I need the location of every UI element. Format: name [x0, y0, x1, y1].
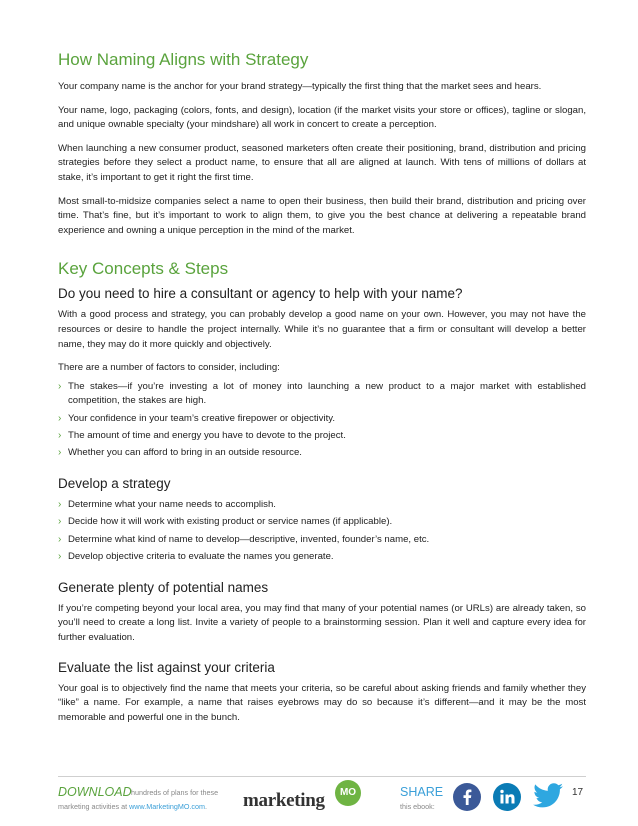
logo-wordmark: marketing — [243, 790, 325, 811]
paragraph: There are a number of factors to consider, including: — [58, 362, 280, 374]
list-item: › The amount of time and energy you have to devote to the project. — [58, 429, 586, 444]
facebook-icon[interactable] — [452, 782, 482, 812]
download-label[interactable]: DOWNLOAD — [58, 785, 132, 799]
footer — [0, 776, 638, 826]
page-number: 17 — [572, 787, 584, 798]
marketingmo-logo[interactable] — [243, 784, 373, 810]
chevron-right-icon: › — [58, 533, 62, 545]
footer-divider — [58, 776, 586, 777]
download-text-line2: marketing activities at www.MarketingMO.com. — [58, 802, 207, 811]
download-text: hundreds of plans for these — [131, 788, 219, 797]
list-item: › Your confidence in your team’s creative firepower or objectivity. — [58, 412, 586, 427]
linkedin-icon[interactable] — [492, 782, 522, 812]
paragraph: When launching a new consumer product, seasoned marketers often create their positioning, brand, distribution and pricing strategies before they select a product name, to ensure that all are aligned at launch. With tens of millions of dollars at stake, it’s important to get it right the first time. — [58, 142, 586, 183]
subheading-develop-strategy: Develop a strategy — [58, 476, 171, 492]
chevron-right-icon: › — [58, 551, 62, 563]
list-item: › The stakes—if you’re investing a lot of money into launching a new product to a major market with established competition, the stakes are high. — [58, 380, 586, 407]
chevron-right-icon: › — [58, 380, 62, 392]
list-item: › Determine what kind of name to develop—descriptive, invented, founder’s name, etc. — [58, 533, 586, 548]
list-item: › Decide how it will work with existing product or service names (if applicable). — [58, 515, 586, 530]
share-subtext: this ebook: — [400, 802, 435, 811]
chevron-right-icon: › — [58, 430, 62, 442]
list-item: › Whether you can afford to bring in an outside resource. — [58, 446, 586, 461]
share-label: SHARE — [400, 785, 444, 799]
paragraph: Most small-to-midsize companies select a name to open their business, then build their brand, distribution and pricing over time. That’s fine, but it’s important to work to align them, to give you the best chance at delivering a repeatable brand experience and owning a unique perception in the mind of the market. — [58, 195, 586, 236]
marketingmo-link[interactable]: www.MarketingMO.com — [129, 802, 205, 811]
logo-badge: MO — [335, 780, 361, 806]
section-heading-naming-strategy: How Naming Aligns with Strategy — [58, 50, 309, 69]
chevron-right-icon: › — [58, 499, 62, 511]
chevron-right-icon: › — [58, 447, 62, 459]
list-item: › Develop objective criteria to evaluate the names you generate. — [58, 550, 586, 565]
subheading-evaluate-list: Evaluate the list against your criteria — [58, 659, 275, 675]
paragraph: If you’re competing beyond your local area, you may find that many of your potential names (or URLs) are already taken, so you’ll need to create a long list. Invite a variety of people to a brainstorming session. Plan it well and capture every idea for further evaluation. — [58, 602, 586, 644]
paragraph: Your name, logo, packaging (colors, fonts, and design), location (if the market visits your store or offices), tagline or slogan, and unique ownable specialty (your mindshare) all work in concert to create a perception. — [58, 104, 586, 131]
bullet-list-factors — [58, 380, 586, 461]
section-heading-key-concepts: Key Concepts & Steps — [58, 259, 229, 279]
subheading-hire-consultant: Do you need to hire a consultant or agency to help with your name? — [58, 286, 463, 302]
page-content — [58, 50, 586, 734]
paragraph: With a good process and strategy, you can probably develop a good name on your own. However, you may not have the resources or desire to handle the project internally. While it’s no guarantee that a firm or consultant will develop a better name, they may do it more quickly and objectively. — [58, 309, 586, 350]
chevron-right-icon: › — [58, 412, 62, 424]
paragraph: Your company name is the anchor for your brand strategy—typically the first thing that the market sees and hears. — [58, 81, 542, 92]
twitter-icon[interactable] — [532, 782, 564, 810]
paragraph: Your goal is to objectively find the name that meets your criteria, so be careful about asking friends and family whether they “like” a name. For example, a name that raises eyebrows may do so because it’s different—and it may be the most memorable and powerful one in the bunch. — [58, 682, 586, 723]
list-item: › Determine what your name needs to accomplish. — [58, 498, 586, 513]
subheading-generate-names: Generate plenty of potential names — [58, 579, 269, 595]
bullet-list-strategy — [58, 498, 586, 565]
chevron-right-icon: › — [58, 516, 62, 528]
